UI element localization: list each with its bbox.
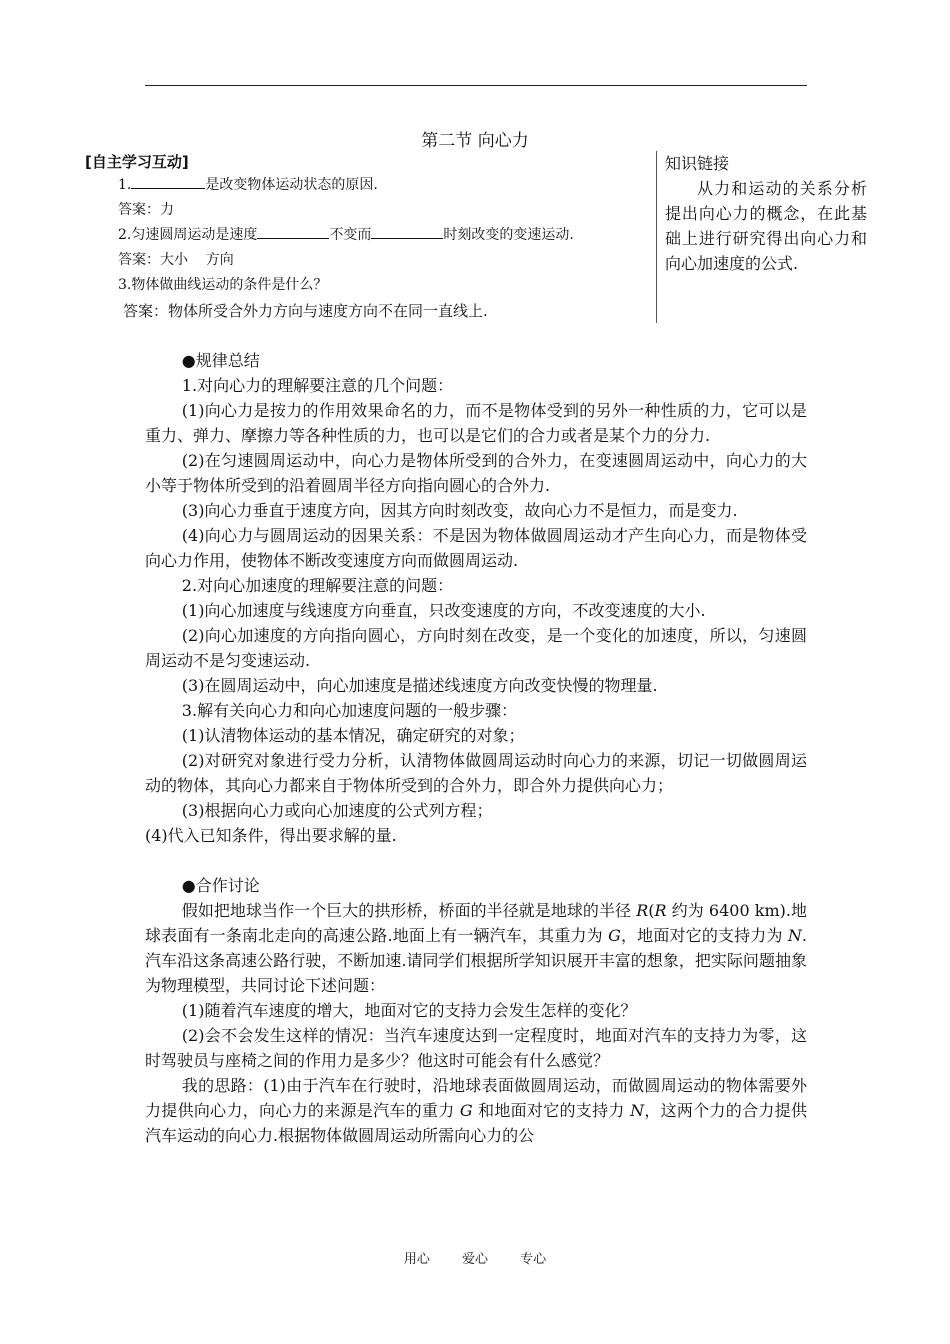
- discussion-p4: 我的思路：(1)由于汽车在行驶时，沿地球表面做圆周运动，而做圆周运动的物体需要外力提供向心力，向心力的来源是汽车的重力 G 和地面对它的支持力 N，这两个力的合力提供汽车运动的向心力.根据物体做圆周运动所需向心力的公: [145, 1076, 807, 1145]
- summary-p10: 3.解有关向心力和向心加速度问题的一般步骤：: [181, 701, 518, 720]
- discussion-p1: 假如把地球当作一个巨大的拱形桥，桥面的半径就是地球的半径 R(R 约为 6400 km).地球表面有一条南北走向的高速公路.地面上有一辆汽车，其重力为 G，地面对它的支持力为 N.汽车沿这条高速公路行驶，不断加速.请同学们根据所学知识展开丰富的想象，把实际问题抽象为物理模型，共同讨论下述问题：: [145, 901, 807, 995]
- header-rule: [145, 85, 807, 86]
- question-2: 2.匀速圆周运动是速度 不变而 时刻改变的变速运动.: [85, 223, 653, 248]
- blank-2: [257, 223, 329, 239]
- self-study-heading: [自主学习互动]: [85, 153, 189, 171]
- knowledge-link: [665, 151, 867, 276]
- discussion-p2: (1)随着汽车速度的增大，地面对它的支持力会发生怎样的变化？: [181, 1001, 637, 1020]
- summary-p3: (2)在匀速圆周运动中，向心力是物体所受到的合外力，在变速圆周运动中，向心力的大小等于物体所受到的沿着圆周半径方向指向圆心的合外力.: [145, 451, 807, 495]
- knowledge-link-text: 从力和运动的关系分析提出向心力的概念，在此基础上进行研究得出向心力和向心加速度的公式.: [665, 179, 867, 273]
- question-3: 3.物体做曲线运动的条件是什么？: [118, 277, 328, 293]
- summary-heading: ●规律总结: [181, 351, 260, 370]
- summary-p4: (3)向心力垂直于速度方向，因其方向时刻改变，故向心力不是恒力，而是变力.: [181, 501, 738, 520]
- self-study-section: [85, 151, 653, 324]
- page-footer: [0, 1248, 950, 1267]
- summary-p6: 2.对向心加速度的理解要注意的问题：: [181, 576, 454, 595]
- summary-p12: (2)对研究对象进行受力分析，认清物体做圆周运动时向心力的来源，切记一切做圆周运动的物体，其向心力都来自于物体所受到的合外力，即合外力提供向心力；: [145, 751, 807, 795]
- summary-p1: 1.对向心力的理解要注意的几个问题：: [181, 376, 454, 395]
- summary-p14: (4)代入已知条件，得出要求解的量.: [145, 826, 397, 845]
- summary-p9: (3)在圆周运动中，向心加速度是描述线速度方向改变快慢的物理量.: [181, 676, 658, 695]
- main-body: [145, 348, 807, 1148]
- footer-word-2: 爱心: [461, 1252, 488, 1267]
- answer-3: 答案：物体所受合外力方向与速度方向不在同一直线上.: [123, 302, 488, 320]
- knowledge-link-heading: 知识链接: [665, 154, 730, 173]
- blank-3: [371, 223, 443, 239]
- section-title: 第二节 向心力: [421, 131, 529, 151]
- answer-2: 答案：大小 方向: [118, 252, 234, 268]
- question-1: 1. 是改变物体运动状态的原因.: [85, 173, 653, 198]
- summary-p8: (2)向心加速度的方向指向圆心，方向时刻在改变，是一个变化的加速度，所以，匀速圆周运动不是匀变速运动.: [145, 626, 807, 670]
- summary-p2: (1)向心力是按力的作用效果命名的力，而不是物体受到的另外一种性质的力，它可以是重力、弹力、摩擦力等各种性质的力，也可以是它们的合力或者是某个力的分力.: [145, 401, 807, 445]
- summary-p11: (1)认清物体运动的基本情况，确定研究的对象；: [181, 726, 525, 745]
- summary-p13: (3)根据向心力或向心加速度的公式列方程；: [181, 801, 493, 820]
- answer-1: 答案：力: [118, 202, 174, 218]
- discussion-heading: ●合作讨论: [181, 876, 260, 895]
- blank-1: [131, 173, 205, 189]
- footer-word-3: 专心: [520, 1252, 547, 1267]
- summary-p7: (1)向心加速度与线速度方向垂直，只改变速度的方向，不改变速度的大小.: [181, 601, 706, 620]
- column-divider: [656, 151, 657, 323]
- summary-p5: (4)向心力与圆周运动的因果关系：不是因为物体做圆周运动才产生向心力，而是物体受向心力作用，使物体不断改变速度方向而做圆周运动.: [145, 526, 807, 570]
- footer-word-1: 用心: [403, 1252, 430, 1267]
- discussion-p3: (2)会不会发生这样的情况：当汽车速度达到一定程度时，地面对汽车的支持力为零，这时驾驶员与座椅之间的作用力是多少？他这时可能会有什么感觉？: [145, 1026, 807, 1070]
